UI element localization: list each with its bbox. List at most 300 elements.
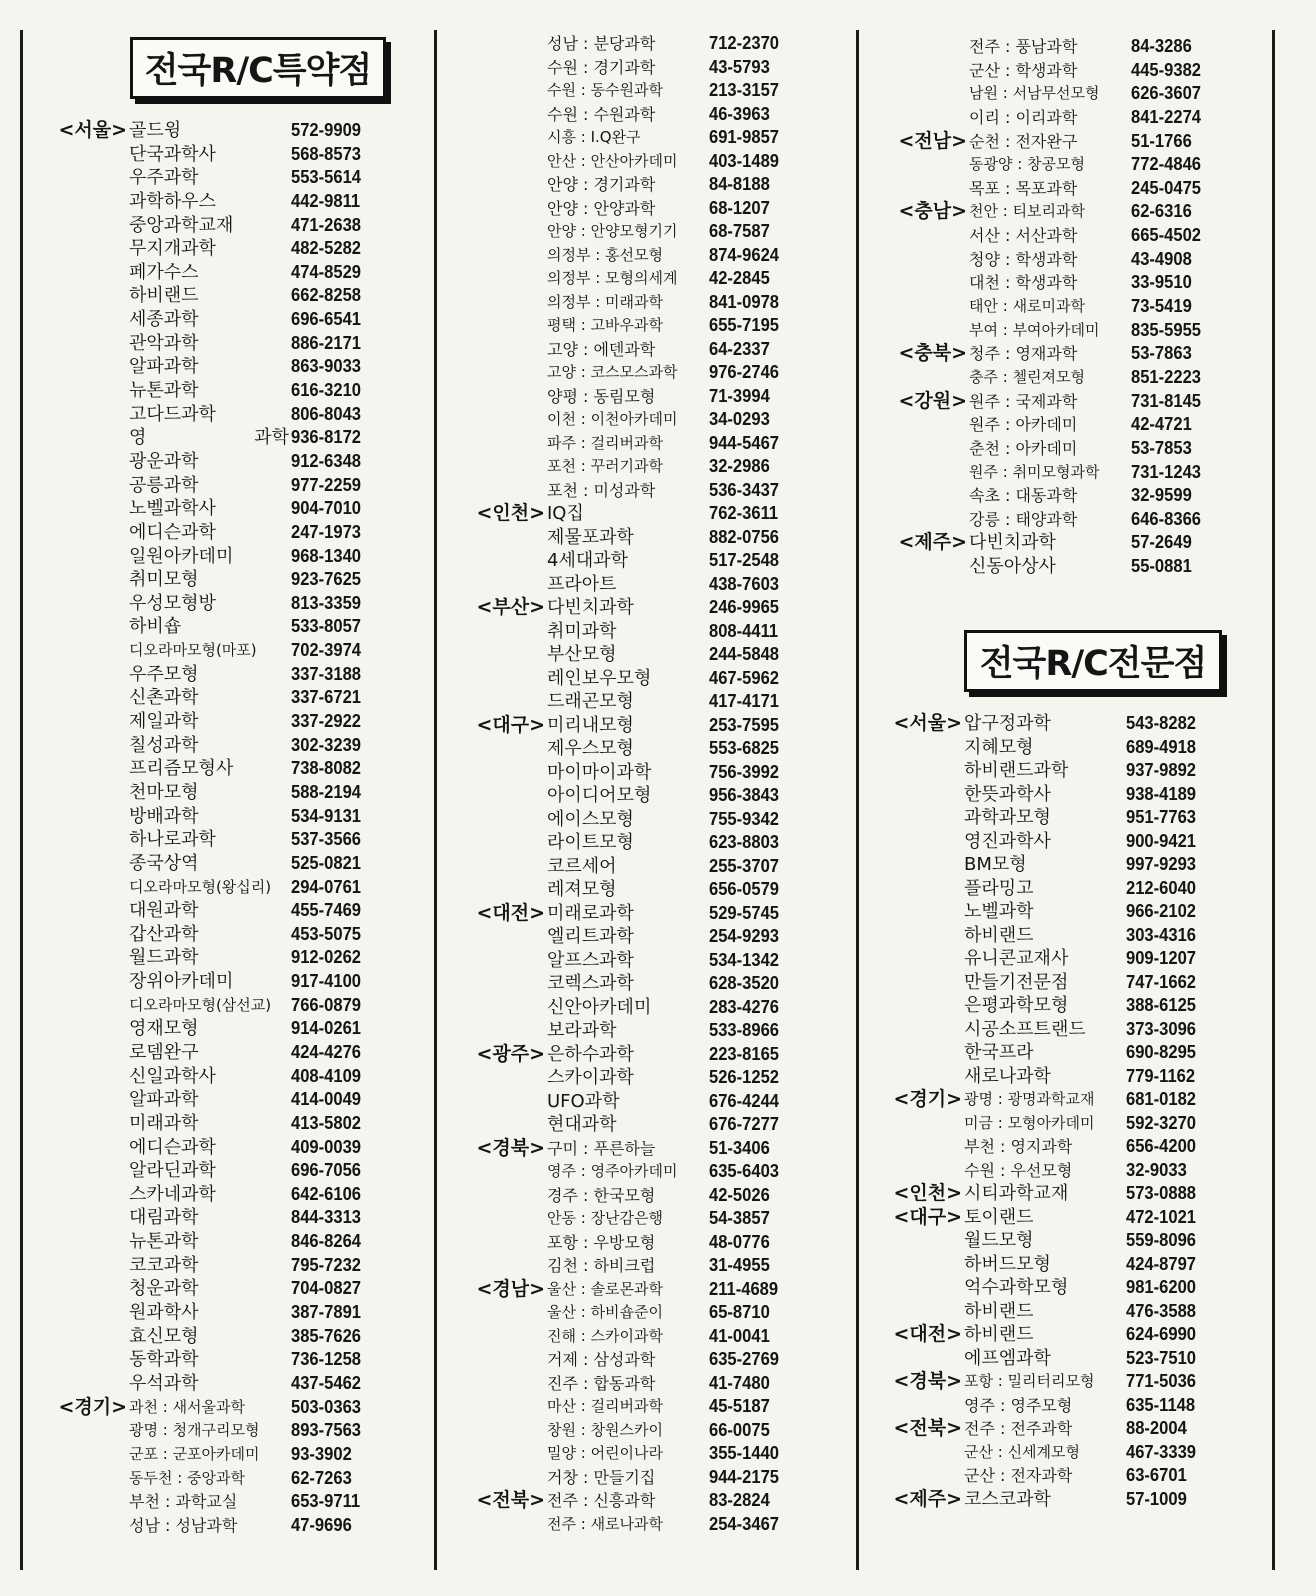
region-label: <대구> (476, 713, 545, 736)
store-entry (55, 1088, 425, 1112)
store-name: 신동아상사 (969, 556, 1056, 578)
store-name: 에프엠과학 (964, 1347, 1051, 1369)
store-entry (55, 757, 425, 781)
store-name: 무지개과학 (129, 238, 216, 260)
store-name: 신촌과학 (129, 687, 199, 709)
store-phone: 223-8165 (709, 1043, 779, 1064)
store-name: 포천 : 미성과학 (547, 480, 656, 500)
store-entry (473, 902, 843, 926)
store-phone: 835-5955 (1131, 319, 1201, 340)
store-entry (55, 899, 425, 923)
store-entry (55, 1514, 425, 1538)
store-entry (473, 126, 843, 150)
store-name: 천안 : 티보리과학 (969, 202, 1086, 221)
store-entry (890, 1323, 1260, 1347)
store-name: 노벨과학사 (129, 498, 216, 520)
store-entry (55, 474, 425, 498)
store-entry (895, 106, 1265, 130)
store-entry (55, 805, 425, 829)
store-entry (473, 197, 843, 221)
store-entry (473, 1184, 843, 1208)
store-entry (55, 970, 425, 994)
store-name: 군산 : 전자과학 (964, 1466, 1073, 1485)
store-entry (473, 1207, 843, 1231)
store-name: 전주 : 풍남과학 (969, 37, 1078, 56)
store-entry (55, 261, 425, 285)
region-label: <전북> (893, 1417, 962, 1439)
store-name: 울산 : 솔로몬과학 (547, 1279, 664, 1298)
store-name: 다빈치과학 (969, 532, 1056, 554)
region-label: <대전> (476, 901, 545, 924)
store-name: 우주모형 (129, 663, 199, 685)
store-phone: 355-1440 (709, 1443, 779, 1463)
store-phone: 696-6541 (291, 309, 361, 330)
store-name: 디오라마모형(마포) (129, 641, 257, 660)
store-name: 대원과학 (129, 900, 199, 922)
store-entry (473, 103, 843, 127)
store-name: 창원 : 창원스카이 (547, 1420, 664, 1439)
store-name: 고양 : 에덴과학 (547, 339, 656, 359)
store-entry (890, 1347, 1260, 1371)
store-phone: 438-7603 (709, 573, 779, 594)
store-phone: 387-7891 (291, 1302, 361, 1323)
store-phone: 938-4189 (1126, 783, 1196, 804)
store-name: 우주과학 (129, 167, 199, 189)
store-entry (890, 1253, 1260, 1277)
store-phone: 936-8172 (291, 427, 361, 448)
special-stores-list-col3 (895, 35, 1265, 579)
store-name: 종국상역 (129, 852, 199, 874)
store-name: 코르세어 (547, 855, 617, 877)
store-phone: 653-9711 (291, 1491, 361, 1512)
store-phone: 71-3994 (709, 385, 770, 406)
store-entry (473, 314, 843, 338)
store-entry (55, 1301, 425, 1325)
store-name: 진해 : 스카이과학 (547, 1326, 664, 1345)
store-entry (55, 1467, 425, 1491)
column-divider-left (20, 30, 23, 1570)
store-phone: 283-4276 (709, 996, 779, 1017)
store-phone: 909-1207 (1126, 948, 1196, 968)
store-entry (473, 1419, 843, 1443)
store-phone: 553-5614 (291, 167, 361, 188)
store-entry (473, 808, 843, 832)
store-name: 갑산과학 (129, 923, 199, 945)
store-entry (55, 403, 425, 427)
store-name: 전주 : 신흥과학 (547, 1491, 656, 1510)
store-name: 춘천 : 아카데미 (969, 438, 1078, 458)
store-name: 알파과학 (129, 356, 199, 378)
store-phone: 951-7763 (1126, 807, 1196, 827)
store-phone: 900-9421 (1126, 830, 1196, 851)
store-entry (55, 1277, 425, 1301)
store-phone: 385-7626 (291, 1325, 361, 1346)
store-name: 하비숍 (129, 616, 182, 638)
store-entry (473, 338, 843, 362)
store-name: 부산모형 (547, 644, 617, 665)
store-phone: 31-4955 (709, 1255, 770, 1275)
store-name: 페가수스 (129, 261, 199, 283)
store-name: 미래과학 (129, 1112, 199, 1134)
store-phone: 424-4276 (291, 1041, 361, 1062)
store-entry (890, 994, 1260, 1018)
store-entry (55, 214, 425, 238)
store-phone: 534-1342 (709, 949, 779, 970)
store-name: 원주 : 아카데미 (969, 415, 1078, 435)
store-phone: 445-9382 (1131, 59, 1201, 80)
store-entry (473, 761, 843, 785)
store-name: 과학하우스 (129, 190, 216, 212)
store-name: 청운과학 (129, 1278, 199, 1300)
store-entry (473, 244, 843, 268)
store-phone: 917-4100 (291, 971, 361, 992)
store-name: 진주 : 합동과학 (547, 1373, 656, 1393)
store-entry (895, 484, 1265, 508)
store-name: 양평 : 동림모형 (547, 386, 656, 406)
store-name: 영재모형 (129, 1018, 199, 1040)
store-phone: 536-3437 (709, 479, 779, 500)
store-name: 단국과학사 (129, 143, 216, 165)
store-name: 만들기전문점 (964, 971, 1069, 993)
store-phone: 467-5962 (709, 667, 779, 688)
store-entry (55, 828, 425, 852)
store-name: 월드과학 (129, 947, 199, 969)
store-phone: 944-5467 (709, 432, 779, 453)
store-name: 에이스모형 (547, 808, 634, 830)
store-entry (55, 1490, 425, 1514)
store-phone: 806-8043 (291, 403, 361, 424)
store-entry (55, 615, 425, 639)
store-name: 디오라마모형(삼선교) (129, 995, 272, 1014)
store-entry (473, 56, 843, 80)
store-phone: 696-7056 (291, 1160, 361, 1181)
store-entry (55, 1443, 425, 1467)
store-name: 4세대과학 (547, 550, 629, 571)
store-name: 에디슨과학 (129, 1136, 216, 1158)
store-name: 하비랜드 (964, 924, 1034, 946)
store-phone: 41-7480 (709, 1372, 770, 1393)
store-entry (895, 531, 1265, 555)
store-entry (55, 994, 425, 1018)
store-entry (55, 379, 425, 403)
store-phone: 559-8096 (1126, 1230, 1196, 1250)
store-phone: 403-1489 (709, 150, 779, 171)
store-name: 성남 : 성남과학 (129, 1515, 238, 1535)
store-name: 시공소프트랜드 (964, 1018, 1086, 1040)
store-phone: 302-3239 (291, 734, 361, 755)
store-entry (473, 667, 843, 691)
store-phone: 844-3313 (291, 1207, 361, 1228)
store-phone: 503-0363 (291, 1396, 361, 1417)
store-entry (890, 783, 1260, 807)
store-name: 플라밍고 (964, 877, 1034, 899)
store-name: 시흥 : I.Q완구 (547, 128, 641, 146)
store-name: 뉴톤과학 (129, 1231, 199, 1253)
store-entry (473, 385, 843, 409)
store-entry (895, 390, 1265, 414)
store-name: 충주 : 첼린져모형 (969, 367, 1086, 386)
store-phone: 731-1243 (1131, 461, 1201, 482)
store-phone: 912-0262 (291, 947, 361, 968)
store-entry (55, 166, 425, 190)
store-entry (473, 361, 843, 385)
store-entry (55, 734, 425, 758)
store-entry (895, 319, 1265, 343)
store-name: 미리내모형 (547, 714, 634, 736)
store-entry (890, 1441, 1260, 1465)
store-name: 하비랜드 (964, 1300, 1034, 1322)
store-name: 아이디어모형 (547, 785, 652, 806)
store-entry (473, 784, 843, 808)
store-entry (55, 946, 425, 970)
store-name: 일원아카데미 (129, 545, 234, 567)
store-name: 시티과학교재 (964, 1183, 1069, 1204)
store-phone: 474-8529 (291, 261, 361, 282)
store-entry (895, 153, 1265, 177)
store-phone: 851-2223 (1131, 366, 1201, 387)
store-name: 은평과학모형 (964, 995, 1069, 1016)
store-entry (473, 1231, 843, 1255)
store-phone: 523-7510 (1126, 1347, 1196, 1368)
store-entry (890, 806, 1260, 830)
store-name: 레져모형 (547, 879, 617, 900)
store-entry (473, 1066, 843, 1090)
store-phone: 244-5848 (709, 644, 779, 664)
store-phone: 681-0182 (1126, 1089, 1196, 1109)
store-name: 울산 : 하비숍준이 (547, 1303, 664, 1321)
store-phone: 676-7277 (709, 1114, 779, 1134)
store-phone: 46-3963 (709, 103, 770, 124)
store-name: 구미 : 푸른하늘 (547, 1138, 656, 1158)
store-entry (55, 1206, 425, 1230)
store-name: 뉴톤과학 (129, 380, 199, 402)
store-phone: 66-0075 (709, 1419, 770, 1440)
store-phone: 388-6125 (1126, 995, 1196, 1015)
store-name: 경주 : 한국모형 (547, 1185, 656, 1205)
store-entry (473, 267, 843, 291)
store-phone: 93-3902 (291, 1443, 352, 1464)
store-phone: 303-4316 (1126, 924, 1196, 945)
store-name: 안동 : 장난감은행 (547, 1209, 664, 1227)
store-entry (473, 150, 843, 174)
special-stores-list-col2 (473, 32, 843, 1536)
store-name: 전주 : 새로나과학 (547, 1514, 664, 1533)
store-name: 로뎀완구 (129, 1041, 199, 1063)
store-phone: 408-4109 (291, 1065, 361, 1086)
store-phone: 624-6990 (1126, 1324, 1196, 1344)
store-phone: 453-5075 (291, 923, 361, 944)
store-entry (55, 521, 425, 545)
store-name: 광명 : 광명과학교재 (964, 1090, 1095, 1108)
store-name: 동학과학 (129, 1349, 199, 1371)
store-phone: 43-5793 (709, 56, 770, 77)
store-entry (55, 1419, 425, 1443)
store-name: 남원 : 서남무선모형 (969, 84, 1100, 103)
store-entry (55, 592, 425, 616)
store-name: 의정부 : 홍선모형 (547, 245, 664, 264)
region-label: <경기> (893, 1088, 962, 1110)
store-phone: 795-7232 (291, 1254, 361, 1275)
store-entry (473, 831, 843, 855)
store-entry (55, 308, 425, 332)
region-label: <전북> (476, 1489, 545, 1511)
store-name: 수원 : 우선모형 (964, 1160, 1073, 1180)
store-name: 평택 : 고바우과학 (547, 316, 664, 334)
store-entry (473, 925, 843, 949)
store-phone: 689-4918 (1126, 736, 1196, 757)
store-entry (890, 1112, 1260, 1136)
store-phone: 755-9342 (709, 808, 779, 829)
store-entry (55, 143, 425, 167)
store-phone: 893-7563 (291, 1420, 361, 1441)
store-name: 대림과학 (129, 1207, 199, 1229)
store-phone: 779-1162 (1126, 1065, 1196, 1086)
store-entry (895, 200, 1265, 224)
store-entry (895, 413, 1265, 437)
store-entry (55, 190, 425, 214)
store-entry (895, 224, 1265, 248)
store-name: 동두천 : 중앙과학 (129, 1468, 246, 1487)
store-entry (890, 830, 1260, 854)
store-name: 김천 : 하비크럽 (547, 1256, 656, 1275)
store-phone: 592-3270 (1126, 1112, 1196, 1133)
store-phone: 414-0049 (291, 1089, 361, 1110)
store-name: 원주 : 취미모형과학 (969, 462, 1100, 481)
store-phone: 211-4689 (709, 1278, 779, 1299)
store-entry (55, 1396, 425, 1420)
store-phone: 628-3520 (709, 973, 779, 993)
store-entry (890, 1417, 1260, 1441)
store-phone: 997-9293 (1126, 854, 1196, 874)
store-entry (473, 1513, 843, 1537)
store-name: 억수과학모형 (964, 1277, 1069, 1298)
store-name: 밀양 : 어린이나라 (547, 1444, 664, 1462)
region-label: <충남> (898, 200, 967, 223)
store-phone: 88-2004 (1126, 1418, 1187, 1438)
store-name: 파주 : 걸리버과학 (547, 433, 664, 452)
store-name: 성남 : 분당과학 (547, 34, 656, 53)
store-entry (890, 1276, 1260, 1300)
store-name: 레인보우모형 (547, 667, 652, 689)
store-phone: 646-8366 (1131, 508, 1201, 529)
store-phone: 472-1021 (1126, 1206, 1196, 1227)
store-name: 원과학사 (129, 1302, 199, 1324)
store-entry (473, 855, 843, 879)
region-label: <강원> (898, 389, 967, 412)
store-phone: 32-9033 (1126, 1159, 1187, 1180)
store-phone: 42-5026 (709, 1184, 770, 1205)
store-name: 마이마이과학 (547, 761, 652, 783)
store-entry (473, 878, 843, 902)
store-phone: 57-2649 (1131, 532, 1192, 553)
store-phone: 517-2548 (709, 550, 779, 570)
specialty-stores-list (890, 712, 1260, 1511)
store-name: 월드모형 (964, 1230, 1034, 1251)
store-name: 고양 : 코스모스과학 (547, 363, 678, 381)
store-phone: 588-2194 (291, 781, 361, 802)
store-entry (473, 1466, 843, 1490)
store-phone: 573-0888 (1126, 1183, 1196, 1203)
region-label: <인천> (893, 1182, 962, 1204)
store-phone: 253-7595 (709, 714, 779, 735)
store-entry (895, 342, 1265, 366)
store-phone: 42-2845 (709, 268, 770, 288)
region-label: <대전> (893, 1323, 962, 1345)
region-label: <충북> (898, 342, 967, 365)
region-label: <경북> (476, 1136, 545, 1159)
store-phone: 525-0821 (291, 852, 361, 873)
store-phone: 702-3974 (291, 640, 361, 661)
store-phone: 245-0475 (1131, 177, 1201, 198)
store-name: 광명 : 청개구리모형 (129, 1421, 260, 1440)
store-phone: 914-0261 (291, 1018, 361, 1039)
region-label: <서울> (893, 712, 962, 734)
store-name: 신안아카데미 (547, 996, 652, 1018)
store-phone: 572-9909 (291, 120, 361, 140)
store-phone: 665-4502 (1131, 225, 1201, 246)
store-phone: 635-1148 (1126, 1394, 1196, 1415)
store-entry (473, 173, 843, 197)
store-entry (890, 1135, 1260, 1159)
store-entry (473, 1489, 843, 1513)
region-label: <경북> (893, 1370, 962, 1392)
store-name: 부천 : 영지과학 (964, 1137, 1073, 1156)
store-name: 안양 : 안양과학 (547, 198, 656, 218)
store-entry (473, 737, 843, 761)
store-phone: 691-9857 (709, 127, 779, 147)
store-entry (55, 1183, 425, 1207)
store-name: 관악과학 (129, 332, 199, 354)
store-entry (473, 1325, 843, 1349)
store-phone: 83-2824 (709, 1490, 770, 1510)
store-name: 서산 : 서산과학 (969, 226, 1078, 246)
region-label: <부산> (476, 596, 545, 618)
store-name: 골드윙 (129, 120, 182, 141)
store-phone: 337-2922 (291, 711, 361, 732)
store-phone: 534-9131 (291, 805, 361, 826)
store-phone: 808-4411 (709, 620, 779, 641)
store-entry (55, 1159, 425, 1183)
store-name: 세종과학 (129, 309, 199, 331)
store-name: 고다드과학 (129, 403, 216, 425)
store-name: 군산 : 학생과학 (969, 60, 1078, 80)
store-entry (890, 736, 1260, 760)
store-name: 디오라마모형(왕십리) (129, 877, 272, 896)
store-phone: 568-8573 (291, 143, 361, 164)
store-name: 이천 : 이천아카데미 (547, 410, 678, 428)
store-phone: 337-3188 (291, 663, 361, 684)
store-entry (473, 972, 843, 996)
store-entry (890, 924, 1260, 948)
region-label: <대구> (893, 1205, 962, 1228)
specialty-stores-title: 전국R/C전문점 (964, 630, 1222, 692)
store-phone: 47-9696 (291, 1514, 352, 1535)
store-name: 엘리트과학 (547, 926, 634, 947)
store-phone: 863-9033 (291, 356, 361, 377)
region-label: <제주> (893, 1487, 962, 1510)
store-entry (473, 32, 843, 56)
store-phone: 976-2746 (709, 362, 779, 382)
store-entry (895, 555, 1265, 579)
store-phone: 482-5282 (291, 238, 361, 259)
store-name: 수원 : 경기과학 (547, 57, 656, 77)
store-entry (473, 1113, 843, 1137)
store-name: 포항 : 밀리터리모형 (964, 1372, 1095, 1390)
store-phone: 841-0978 (709, 291, 779, 312)
store-phone: 912-6348 (291, 450, 361, 471)
store-entry (895, 508, 1265, 532)
store-phone: 526-1252 (709, 1067, 779, 1087)
